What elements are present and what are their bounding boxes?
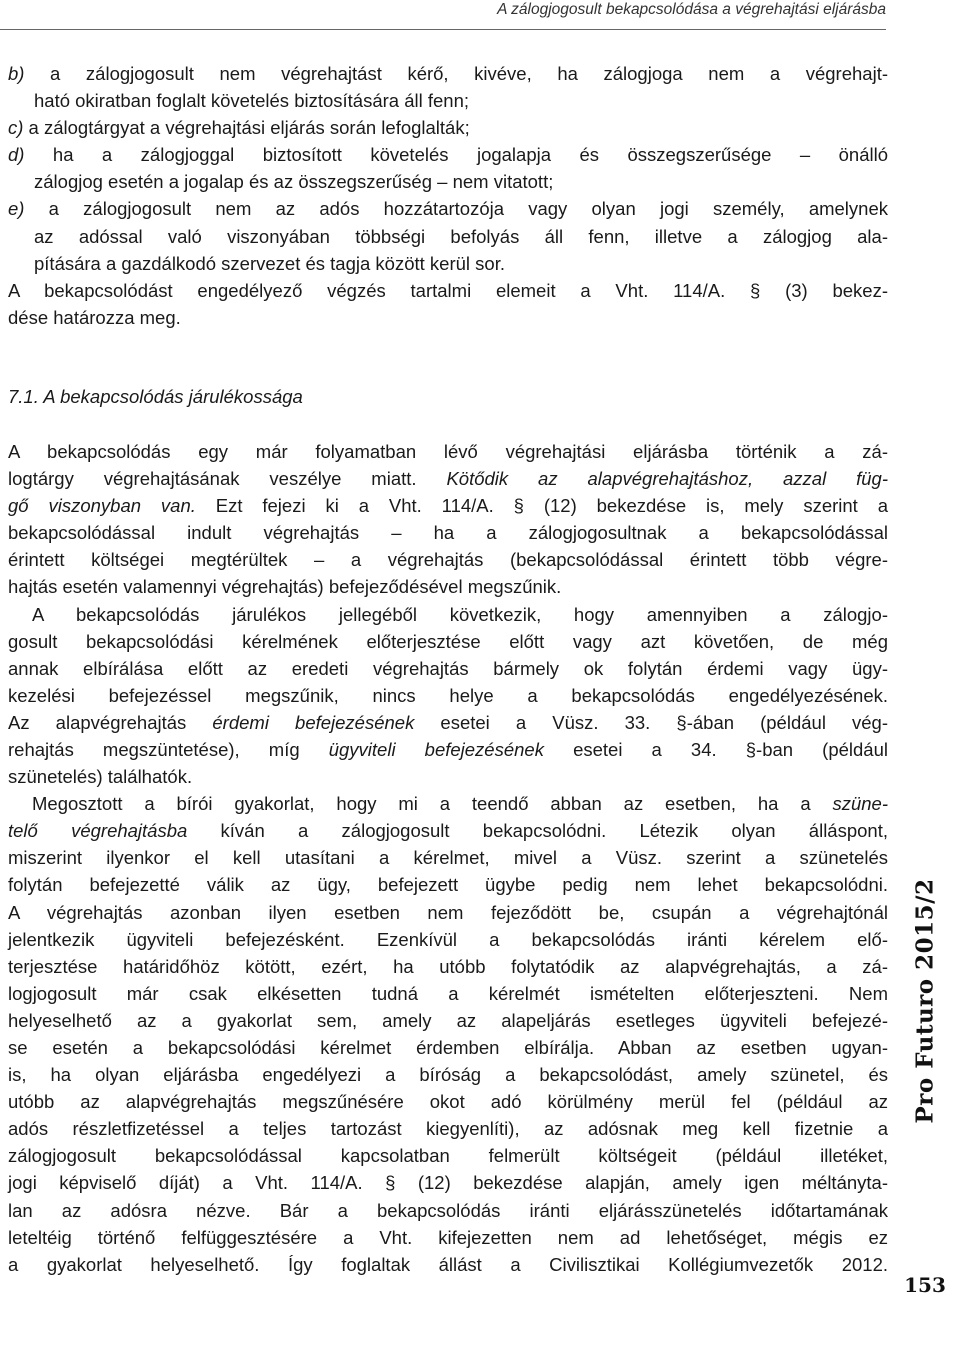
text-line: Az alapvégrehajtás érdemi befejezésének esetei a Vüsz. 33. §-ában (például vég- [8, 711, 888, 733]
text-line: hajtás esetén valamennyi végrehajtás) befejeződésével megszűnik. [8, 576, 562, 598]
text-line: utóbb az alapvégrehajtás megszűnésére okot adó körülmény merül fel (például az [8, 1091, 888, 1113]
text-line: gosult bekapcsolódási kérelmének előterjesztése előtt vagy azt követően, de még [8, 630, 888, 652]
page-number: 153 [904, 1273, 946, 1297]
header-rule [0, 29, 886, 30]
text-line: se esetén a bekapcsolódási kérelmet érdemben elbírálja. Abban az esetben ugyan- [8, 1037, 888, 1058]
page-body [8, 60, 888, 1278]
section-heading: 7.1. A bekapcsolódás járulékossága [8, 385, 303, 407]
text-line: helyeselhető az a gyakorlat sem, amely az alapeljárás esetleges ügyviteli befejezé- [8, 1009, 888, 1031]
list-item-e: e) a zálogjogosult nem az adós hozzátartozója vagy olyan jogi személy, amelynek [8, 198, 888, 220]
list-item-b-cont: ható okiratban foglalt követelés biztosítására áll fenn; [34, 90, 470, 112]
text-line: folytán befejezetté válik az ügy, befejezett ügybe pedig nem lehet bekapcsolódni. [8, 874, 888, 896]
text-line: jogi képviselő díját) a Vht. 114/A. § (12) bekezdése alapján, amely igen méltányta- [8, 1172, 888, 1194]
text-line: gő viszonyban van. Ezt fejezi ki a Vht. 114/A. § (12) bekezdése is, mely szerint a [8, 495, 888, 517]
text-line: érintett költségei megtérültek – a végrehajtás (bekapcsolódással érintett több végre- [8, 549, 888, 571]
text-line: miszerint ilyenkor el kell utasítani a kérelmet, mivel a Vüsz. szerint a szünetelés [8, 847, 888, 869]
text-line: logtárgy végrehajtásának veszélye miatt. Kötődik az alapvégrehajtáshoz, azzal füg- [8, 468, 888, 490]
text-line: szünetelés) találhatók. [8, 766, 193, 788]
journal-brand-label: Pro Futuro 2015/2 [911, 878, 939, 1124]
running-header [0, 0, 960, 30]
list-item-b: b) a zálogjogosult nem végrehajtást kérő, kivéve, ha zálogjoga nem a végrehajt- [8, 63, 888, 84]
text-line: bekapcsolódással indult végrehajtás – ha a zálogjogosultnak a bekapcsolódással [8, 522, 888, 544]
journal-sidebar [890, 846, 960, 1355]
text-line: Megosztott a bírói gyakorlat, hogy mi a teendő abban az esetben, ha a szüne- [32, 793, 888, 815]
text-line: A bekapcsolódást engedélyező végzés tartalmi elemeit a Vht. 114/A. § (3) bekez- [8, 279, 888, 301]
list-item-c: c) a zálogtárgyat a végrehajtási eljárás során lefoglalták; [8, 117, 470, 139]
text-line: A bekapcsolódás egy már folyamatban lévő végrehajtási eljárásba történik a zá- [8, 440, 888, 462]
text-line: lan az adósra nézve. Bár a bekapcsolódás iránti eljárásszünetelés időtartamának [8, 1199, 888, 1221]
text-line: rehajtás megszüntetése), míg ügyviteli befejezésének esetei a 34. §-ban (például [8, 738, 888, 760]
paragraph [8, 601, 888, 791]
text-line: leteltéig történő felfüggesztésére a Vht. kifejezetten nem ad lehetőséget, mégis ez [8, 1226, 888, 1248]
text-line: A végrehajtás azonban ilyen esetben nem fejeződött be, csupán a végrehajtónál [8, 901, 888, 923]
list-item-d: d) ha a zálogjoggal biztosított követelés jogalapja és összegszerűsége – önálló [8, 144, 888, 166]
paragraph [8, 790, 888, 1278]
paragraph [8, 438, 888, 601]
text-line: a gyakorlat helyeselhető. Így foglaltak állást a Civilisztikai Kollégiumvezetők 2012. [8, 1253, 888, 1275]
text-line: logjogosult már csak elkésetten tudná a kérelmét ismételten előterjeszteni. Nem [8, 982, 888, 1004]
text-line: telő végrehajtásba kíván a zálogjogosult bekapcsolódni. Létezik olyan álláspont, [8, 820, 888, 842]
list-item-e-cont: pítására a gazdálkodó szervezet és tagja között kerül sor. [34, 252, 505, 274]
list-item-d-cont: zálogjog esetén a jogalap és az összegszerűség – nem vitatott; [34, 171, 554, 193]
conditions-list [8, 60, 888, 277]
text-line: A bekapcsolódás járulékos jellegéből következik, hogy amennyiben a zálogjo- [32, 603, 888, 625]
text-line: terjesztése határidőhöz kötött, ezért, ha utóbb folytatódik az alapvégrehajtás, a zá- [8, 955, 888, 977]
running-header-title: A zálogjogosult bekapcsolódása a végrehajtási eljárásba [497, 1, 886, 18]
text-line: zálogjogosult bekapcsolódással kapcsolatban felmerült költségeit (például illetéket, [8, 1145, 888, 1167]
text-line: jelentkezik ügyviteli befejezésként. Ezenkívül a bekapcsolódás iránti kérelem elő- [8, 928, 888, 950]
list-item-e-cont: az adóssal való viszonyában többségi befolyás áll fenn, illetve a zálogjog ala- [34, 225, 888, 247]
text-line: annak elbírálása előtt az eredeti végrehajtás bármely ok folytán érdemi vagy ügy- [8, 657, 888, 679]
paragraph [8, 277, 888, 331]
text-line: adós részletfizetéssel a teljes tartozást kiegyenlíti), az adósnak meg kell fizetnie a [8, 1118, 888, 1140]
text-line: dése határozza meg. [8, 306, 181, 328]
text-line: kezelési befejezéssel megszűnik, nincs helye a bekapcsolódás engedélyezésének. [8, 684, 888, 706]
text-line: is, ha olyan eljárásba engedélyezi a bíróság a bekapcsolódást, amely szünetel, és [8, 1064, 888, 1086]
